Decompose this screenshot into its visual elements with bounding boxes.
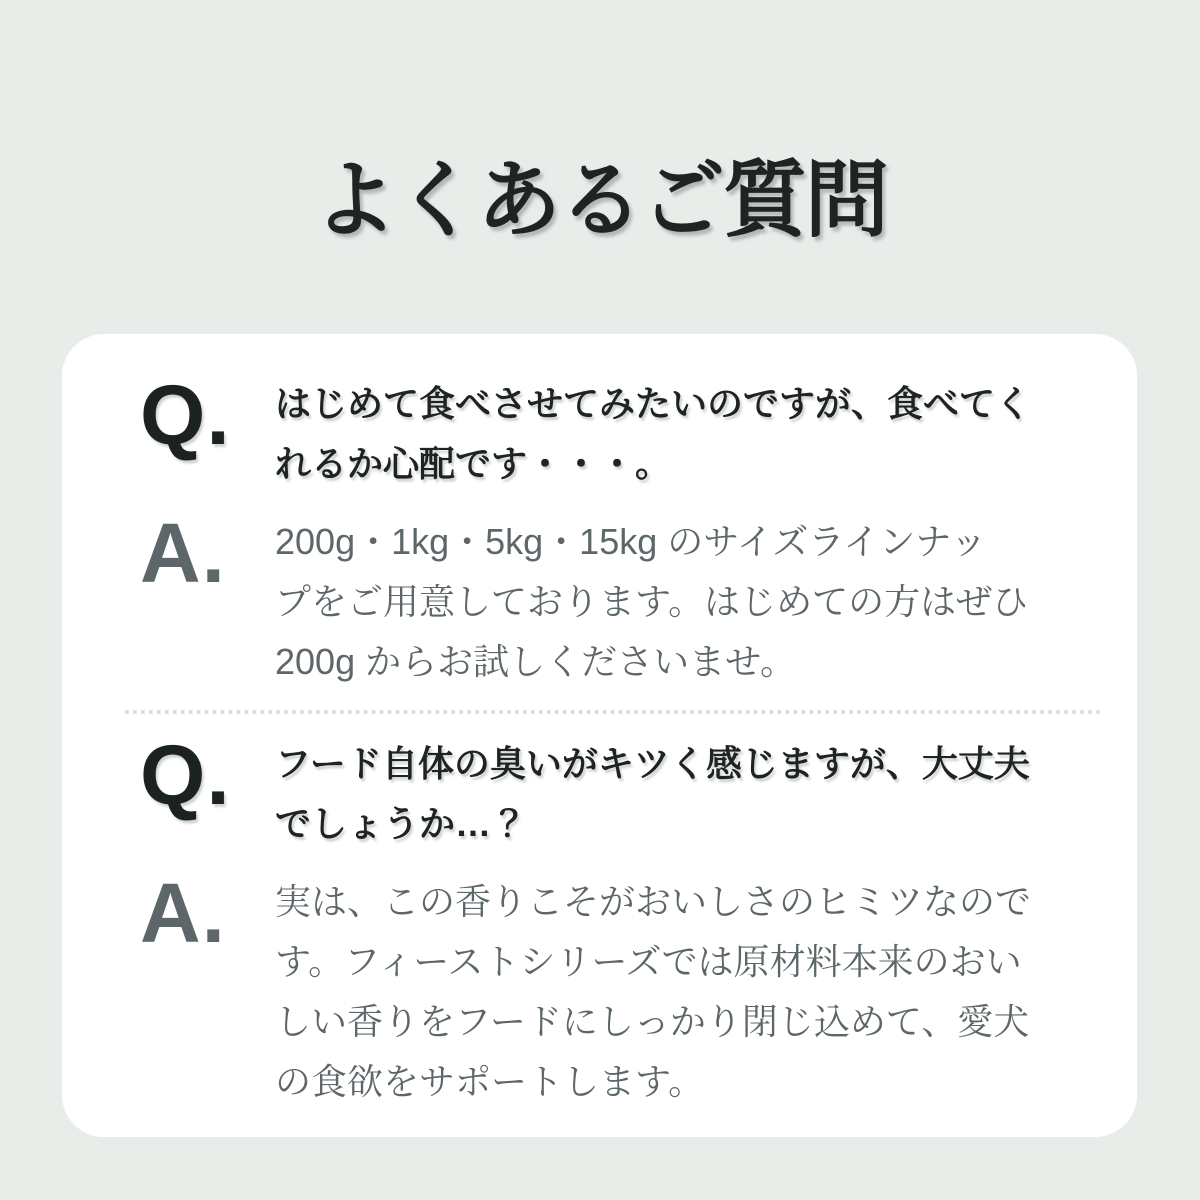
faq-card	[62, 334, 1137, 1137]
question-row	[140, 728, 1089, 854]
answer-line: 200g・1kg・5kg・15kg のサイズラインナッ	[275, 521, 987, 562]
answer-line: す。フィーストシリーズでは原材料本来のおい	[275, 941, 1022, 982]
question-line: はじめて食べさせてみたいのですが、食べてく	[275, 383, 1032, 424]
question-text	[275, 374, 1089, 494]
faq-item-2	[140, 728, 1089, 1112]
page-title: よくあるご質問	[312, 153, 887, 247]
question-line: でしょうか…？	[275, 803, 528, 844]
answer-text	[275, 512, 1089, 692]
dotted-divider	[125, 710, 1101, 714]
answer-row	[140, 506, 1089, 692]
question-row	[140, 368, 1089, 494]
answer-marker: A.	[140, 506, 226, 600]
question-line: れるか心配です・・・。	[275, 443, 672, 484]
answer-line: しい香りをフードにしっかり閉じ込めて、愛犬	[275, 1001, 1030, 1042]
question-marker: Q.	[140, 368, 231, 462]
answer-text	[275, 872, 1089, 1112]
question-line: フード自体の臭いがキツく感じますが、大丈夫	[275, 743, 1030, 784]
answer-row	[140, 866, 1089, 1112]
answer-line: 実は、この香りこそがおいしさのヒミツなので	[275, 881, 1032, 922]
answer-line: プをご用意しております。はじめての方はぜひ	[275, 581, 1029, 622]
answer-marker: A.	[140, 866, 226, 960]
answer-line: 200g からお試しくださいませ。	[275, 641, 797, 682]
faq-item-1	[140, 368, 1089, 692]
question-text	[275, 734, 1089, 854]
question-marker: Q.	[140, 728, 231, 822]
answer-line: の食欲をサポートします。	[275, 1061, 705, 1102]
